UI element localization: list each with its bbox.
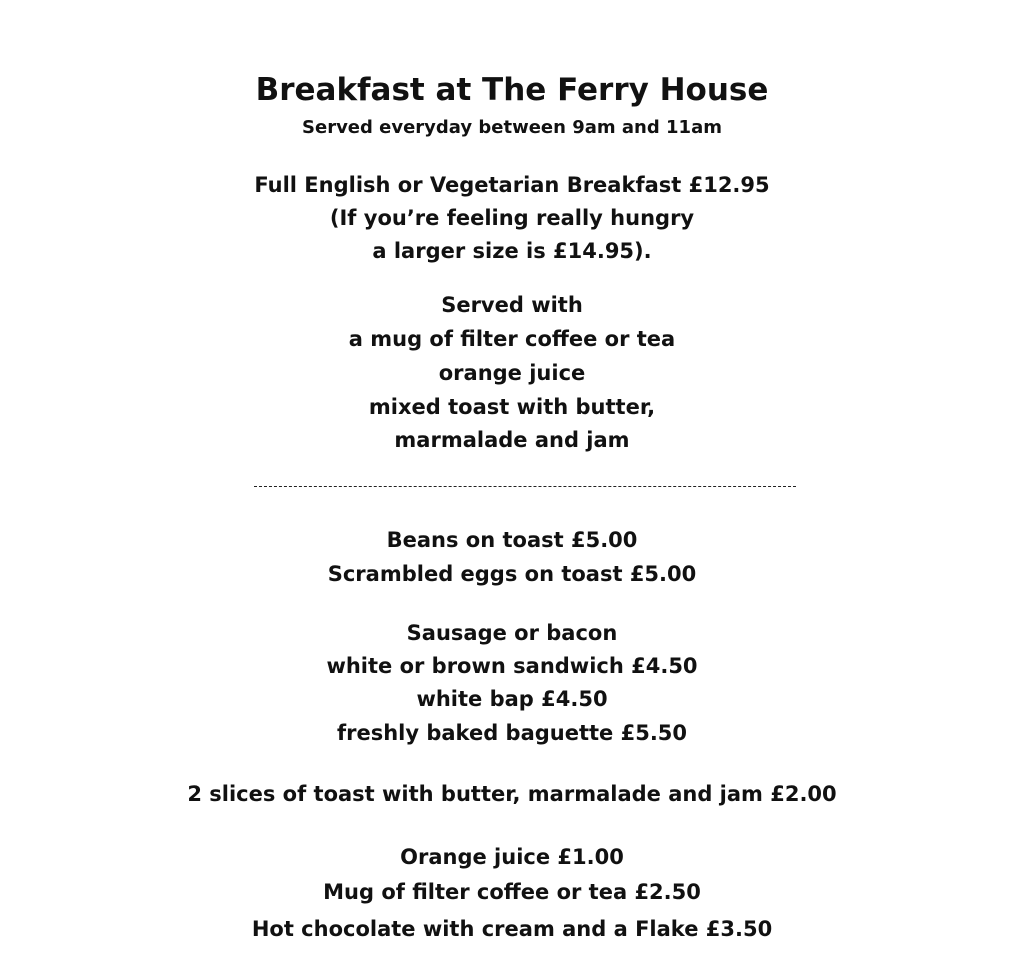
served-with-item: orange juice xyxy=(438,361,586,385)
menu-item: white or brown sandwich £4.50 xyxy=(326,654,698,678)
served-with-item: mixed toast with butter, xyxy=(368,395,656,419)
sandwich-heading: Sausage or bacon xyxy=(406,621,618,645)
menu-item: white bap £4.50 xyxy=(416,687,608,711)
drink-item: Mug of filter coffee or tea £2.50 xyxy=(323,880,701,904)
menu-subtitle: Served everyday between 9am and 11am xyxy=(302,117,722,138)
full-breakfast-line-1: Full English or Vegetarian Breakfast £12.95 xyxy=(254,173,770,197)
served-with-heading: Served with xyxy=(441,293,583,317)
menu-item: freshly baked baguette £5.50 xyxy=(336,721,688,745)
menu-item: Scrambled eggs on toast £5.00 xyxy=(327,562,697,586)
served-with-item: marmalade and jam xyxy=(394,428,630,452)
menu-item: 2 slices of toast with butter, marmalade and jam £2.00 xyxy=(187,782,837,806)
full-breakfast-line-2: (If you’re feeling really hungry xyxy=(329,206,695,230)
full-breakfast-line-3: a larger size is £14.95). xyxy=(372,239,652,263)
drink-item: Orange juice £1.00 xyxy=(400,845,624,869)
served-with-item: a mug of filter coffee or tea xyxy=(348,327,676,351)
drink-item: Hot chocolate with cream and a Flake £3.50 xyxy=(251,917,773,941)
dashed-divider xyxy=(254,486,796,487)
menu-title: Breakfast at The Ferry House xyxy=(255,72,769,108)
menu-item: Beans on toast £5.00 xyxy=(386,528,638,552)
